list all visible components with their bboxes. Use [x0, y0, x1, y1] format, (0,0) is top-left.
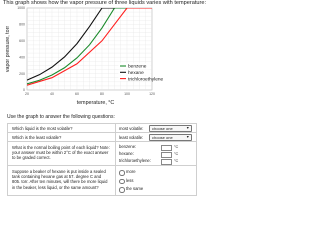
question-most-volatile: Which liquid is the most volatile?: [12, 125, 73, 131]
x-tick-label: 60: [75, 92, 79, 96]
benzene-bp-input[interactable]: [161, 145, 172, 151]
question-row-hexane-tank: [8, 166, 196, 195]
option-same-label: the same: [126, 186, 144, 191]
x-tick-label: 120: [149, 92, 155, 96]
y-tick-label: 600: [19, 39, 25, 43]
x-axis-label: temperature, °C: [76, 100, 115, 106]
trichloroethylene-bp-unit: °C: [174, 158, 179, 163]
legend-label: benzene: [128, 64, 147, 70]
question-boiling-points: What is the normal boiling point of each liquid? Note: your answer must be within 2°C of the exact answer to be graded correct.: [12, 145, 110, 161]
benzene-bp-unit: °C: [174, 144, 179, 149]
hexane-bp-input[interactable]: [161, 152, 172, 158]
trichloroethylene-bp-input[interactable]: [161, 159, 172, 165]
trichloroethylene-bp-label: trichloroethylene:: [119, 158, 151, 163]
chevron-down-icon: ▼: [185, 126, 190, 130]
question-least-volatile: Which is the least volatile?: [12, 134, 62, 140]
question-table: [7, 123, 197, 196]
chevron-down-icon: ▼: [185, 135, 190, 139]
hexane-bp-label: hexane:: [119, 151, 134, 156]
least-volatile-label: least volatile:: [119, 134, 144, 140]
intro-text: This graph shows how the vapor pressure of three liquids varies with temperature:: [3, 0, 207, 6]
hexane-bp-unit: °C: [174, 151, 179, 156]
x-tick-label: 100: [124, 92, 130, 96]
most-volatile-select-value: choose one: [152, 126, 173, 131]
radio-more[interactable]: [119, 170, 125, 176]
instructions-text: Use the graph to answer the following questions:: [7, 114, 115, 120]
radio-less[interactable]: [119, 179, 125, 185]
option-less-label: less: [126, 177, 134, 183]
vapor-pressure-chart: [0, 6, 200, 110]
option-more-label: more: [126, 169, 136, 174]
y-tick-label: 400: [19, 55, 25, 60]
most-volatile-label: most volatile:: [119, 125, 144, 131]
most-volatile-select[interactable]: [149, 125, 192, 132]
question-hexane-tank: Suppose a beaker of hexane is put inside a sealed tank containing hexane gas at 57. degree C and 805. torr. After ten minutes, will there be more liquid in the beaker, less liquid, or the same amount?: [12, 169, 108, 190]
question-row-boiling-points: [8, 142, 196, 166]
question-row-most-volatile: [8, 124, 196, 133]
y-axis-label: vapor pressure, torr: [5, 25, 11, 73]
x-tick-label: 40: [50, 92, 54, 96]
y-tick-label: 800: [19, 22, 25, 27]
question-row-least-volatile: [8, 133, 196, 142]
legend-label: hexane: [128, 71, 144, 76]
legend-label: trichloroethylene: [128, 77, 164, 83]
radio-same[interactable]: [119, 187, 125, 193]
x-tick-label: 80: [100, 92, 104, 96]
least-volatile-select[interactable]: [149, 134, 192, 141]
x-tick-label: 20: [25, 92, 29, 96]
y-tick-label: 0: [23, 88, 25, 93]
benzene-bp-label: benzene:: [119, 144, 137, 149]
y-tick-label: 1000: [17, 6, 25, 11]
y-tick-label: 200: [19, 71, 25, 76]
least-volatile-select-value: choose one: [152, 135, 173, 140]
chart-svg: [0, 6, 200, 110]
